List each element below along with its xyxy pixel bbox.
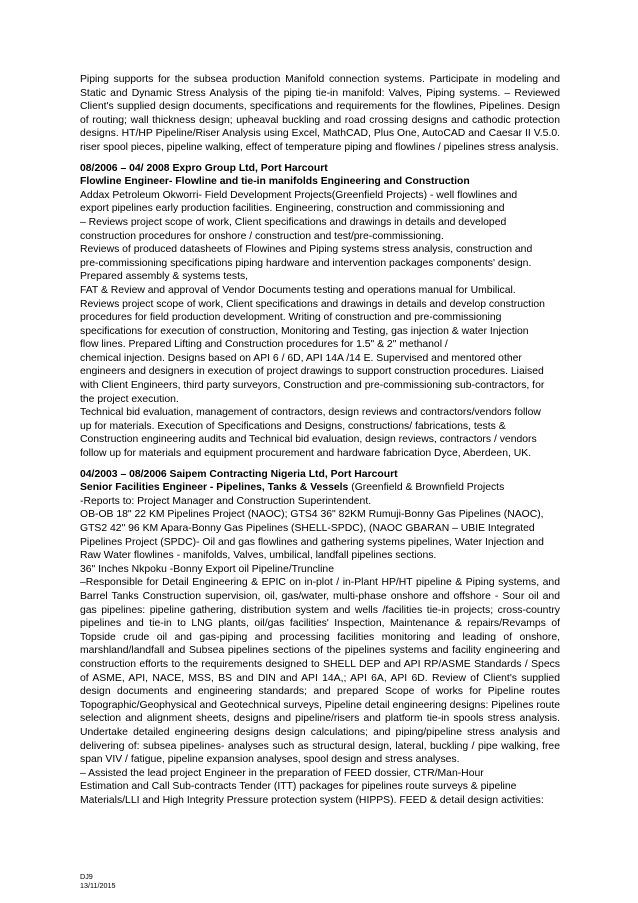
- text-line: chemical injection. Designs based on API 6 / 6D, API 14A /14 E. Supervised and mentored other: [80, 352, 522, 364]
- text-line: GTS2 42" 96 KM Apara-Bonny Gas Pipelines (SHELL-SPDC), (NAOC GBARAN – UBIE Integrated: [80, 523, 535, 534]
- text-line: follow up for materials and equipment procurement and hardware fabrication Dyce, Aberdeen, UK.: [80, 448, 532, 460]
- footer-initials: DJ9: [80, 872, 93, 881]
- text-line: -Reports to: Project Manager and Construction Superintendent.: [80, 495, 372, 507]
- job-title-line: [80, 481, 560, 495]
- job-description: [80, 189, 560, 461]
- text-line: Construction engineering audits and Technical bid evaluation, design reviews, contractors / vendors: [80, 434, 537, 446]
- text-line: Reviews of produced datasheets of Flowines and Piping systems stress analysis, construction and: [80, 244, 533, 256]
- spacer: [80, 461, 560, 468]
- text-line: specifications for execution of construction, Monitoring and Testing, gas injection & water Injection: [80, 325, 529, 337]
- text-line: Materials/LLI and High Integrity Pressure protection system (HIPPS). FEED & detail design activities:: [80, 794, 544, 806]
- job-title: Senior Facilities Engineer - Pipelines, Tanks & Vessels: [80, 482, 349, 494]
- intro-paragraph: Piping supports for the subsea production Manifold connection systems. Participate in modeling and Static and Dynamic Stress Analysis of the piping tie-in manifold: Valves, Piping systems. – Reviewed Client's supplied design documents, specifications and requirements for the flowlines, Pipelines. Design of routing; wall thickness design; upheaval buckling and road crossing designs and cathodic protection designs. HT/HP Pipeline/Riser Analysis using Excel, MathCAD, Plus One, AutoCAD and Caesar II V.5.0. riser spool pieces, pipeline walking, effect of temperature piping and flowlines / pipelines stress analysis.: [80, 74, 560, 153]
- spacer: [80, 155, 560, 162]
- text-line: Pipelines Project (SPDC)- Oil and gas flowlines and gathering systems pipelines, Water Injection and: [80, 536, 544, 548]
- text-line: procedures for field production development. Writing of construction and pre-commissioning: [80, 312, 502, 324]
- job-projects: [80, 495, 560, 577]
- text-line: export pipelines early production facilities. Engineering, construction and commissioning and: [80, 203, 505, 215]
- text-line: 36" Inches Nkpoku -Bonny Export oil Pipeline/Truncline: [80, 563, 334, 575]
- job-title-projects: (Greenfield & Brownfield Projects: [348, 482, 505, 494]
- job-expro: [80, 162, 560, 461]
- text-line: up for materials. Execution of Specifications and Designs, constructions/ fabrications, tests &: [80, 420, 506, 432]
- job-dates-company: 08/2006 – 04/ 2008 Expro Group Ltd, Port Harcourt: [80, 162, 328, 174]
- text-line: flow lines. Prepared Lifting and Construction procedures for 1.5" & 2" methanol /: [80, 339, 448, 351]
- text-line: the project execution.: [80, 393, 179, 405]
- text-line: FAT & Review and approval of Vendor Documents testing and operations manual for Umbilical.: [80, 284, 516, 296]
- text-line: pre-commissioning specifications piping hardware and intervention packages components' design.: [80, 257, 532, 269]
- text-line: – Reviews project scope of work, Client specifications and drawings in details and developed: [80, 216, 507, 228]
- text-line: Reviews project scope of work, Client specifications and drawings in details and develop construction: [80, 298, 545, 310]
- text-line: Technical bid evaluation, management of contractors, design reviews and contractors/vendors follow: [80, 407, 541, 419]
- text-line: Addax Petroleum Okworri- Field Development Projects(Greenfield Projects) - well flowlines and: [80, 189, 518, 201]
- job-saipem: [80, 468, 560, 808]
- job-dates-company: 04/2003 – 08/2006 Saipem Contracting Nigeria Ltd, Port Harcourt: [80, 468, 398, 480]
- text-line: Estimation and Call Sub-contracts Tender (ITT) packages for pipelines route surveys & pipeline: [80, 781, 517, 793]
- job-title: Flowline Engineer- Flowline and tie-in manifolds Engineering and Construction: [80, 176, 470, 188]
- text-line: construction procedures for onshore / construction and test/pre-commissioning.: [80, 230, 444, 242]
- page-footer: [80, 872, 115, 890]
- text-line: – Assisted the lead project Engineer in the preparation of FEED dossier, CTR/Man-Hour: [80, 767, 484, 779]
- text-line: Raw Water flowlines - manifolds, Valves, umbilical, landfall pipelines sections.: [80, 550, 437, 562]
- text-line: OB-OB 18" 22 KM Pipelines Project (NAOC); GTS4 36" 82KM Rumuji-Bonny Gas Pipelines (NAOC),: [80, 509, 544, 521]
- text-line: engineers and designers in execution of project drawings to support construction procedures. Liaised: [80, 366, 544, 378]
- text-line: with Client Engineers, third party surveyors, Construction and pre-commissioning sub-contractors, for: [80, 380, 545, 392]
- footer-date: 13/11/2015: [80, 881, 116, 890]
- text-line: Prepared assembly & systems tests,: [80, 271, 249, 283]
- document-page: [80, 73, 560, 807]
- job-responsibilities: –Responsible for Detail Engineering & EPIC on in-plot / in-Plant HP/HT pipeline & Piping systems, and Barrel Tanks Construction supervision, oil, gas/water, multi-phase onshore and offshore - Sour oil and gas pipelines: pipeline gathering, distribution system and wells /facilities tie-in projects; cross-country pipelines and tie-in to LNG plants, oil/gas facilities' Inspection, Maintenance & repairs/Revamps of Topside crude oil and gas-piping and processing facilities monitoring and leading of onshore, marshland/landfall and Subsea pipelines sections of the pipelines systems and facility engineering and construction efforts to the requirements designed to SHELL DEP and API RP/ASME Standards / Specs of ASME, API, NACE, MSS, BS and DIN and API 14A,; API 6A, API 6D. Review of Client's supplied design documents and engineering standards; and prepared Scope of works for Pipeline routes Topographic/Geophysical and Geotechnical surveys, Pipeline detail engineering designs: Pipelines route selection and alignment sheets, designs and pipeline/risers and platform tie-in spools stress analysis. Undertake detailed engineering designs design calculations; and piping/pipeline stress analysis and delivering of: subsea pipelines- analyses such as structural design, lateral, buckling / pipe walking, free span VIV / fatigue, pipeline expansion analyses, spool design and stress analyses.: [80, 577, 560, 766]
- job-feed-activities: [80, 767, 560, 808]
